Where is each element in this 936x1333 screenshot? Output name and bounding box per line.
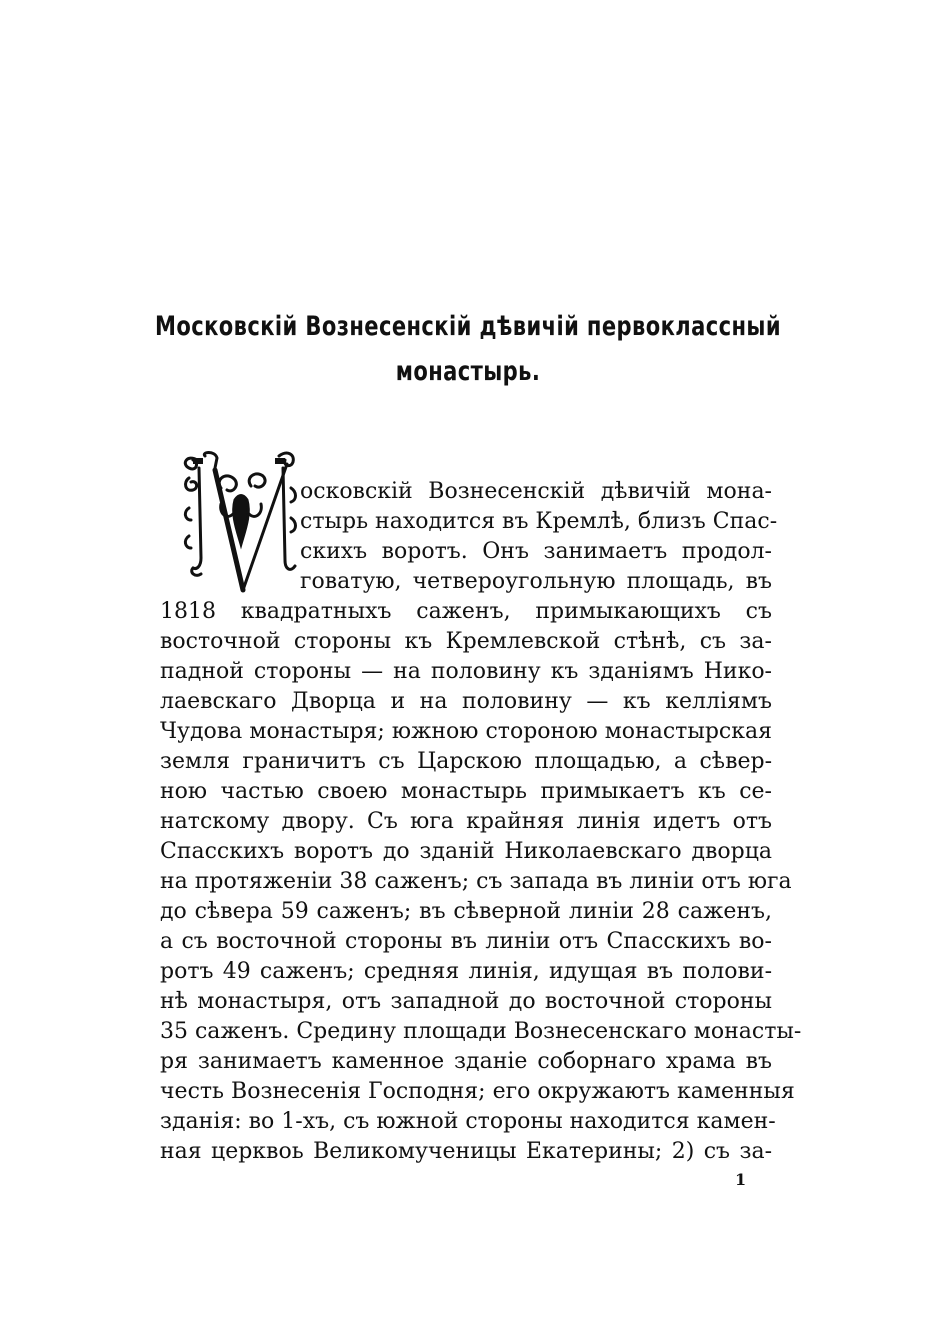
body-line: на протяженіи 38 саженъ; съ запада въ линіи отъ юга — [160, 869, 792, 894]
body-line: осковскій Вознесенскій дѣвичій мона- — [300, 479, 772, 504]
body-line: 35 саженъ. Средину площади Вознесенскаго монасты- — [160, 1019, 802, 1044]
body-line: нѣ монастыря, отъ западной до восточной стороны — [160, 989, 772, 1014]
body-line: натскому двору. Съ юга крайняя линія идетъ отъ — [160, 809, 772, 834]
body-line: Спасскихъ воротъ до зданій Николаевскаго дворца — [160, 839, 772, 864]
body-line: падной стороны — на половину къ зданіямъ Нико- — [160, 659, 772, 684]
body-line: честь Вознесенія Господня; его окружаютъ каменныя — [160, 1079, 795, 1104]
body-line: лаевскаго Дворца и на половину — къ келліямъ — [160, 689, 772, 714]
body-line: зданія: во 1-хъ, съ южной стороны находится камен- — [160, 1109, 776, 1134]
body-line: земля граничитъ съ Царскою площадью, а сѣвер- — [160, 749, 772, 774]
decorative-initial-m — [175, 448, 305, 598]
body-line: а съ восточной стороны въ линіи отъ Спасскихъ во- — [160, 929, 772, 954]
body-line: скихъ воротъ. Онъ занимаетъ продол- — [300, 539, 772, 564]
body-line: 1818 квадратныхъ саженъ, примыкающихъ съ — [160, 599, 772, 624]
body-line: ная церквоь Великомученицы Екатерины; 2) съ за- — [160, 1139, 772, 1164]
body-line: ротъ 49 саженъ; средняя линія, идущая въ полови- — [160, 959, 772, 984]
body-line: восточной стороны къ Кремлевской стѣнѣ, съ за- — [160, 629, 772, 654]
title-line-1: Московскій Вознесенскій дѣвичій первоклассный — [155, 311, 781, 342]
body-line: говатую, четвероугольную площадь, въ — [300, 569, 772, 594]
body-line: до сѣвера 59 саженъ; въ сѣверной линіи 28 саженъ, — [160, 899, 772, 924]
body-line: стырь находится въ Кремлѣ, близъ Спас- — [300, 509, 778, 534]
body-line: Чудова монастыря; южною стороною монастырская — [160, 719, 772, 744]
page-number: 1 — [735, 1170, 747, 1189]
body-line: ною частью своею монастырь примыкаетъ къ се- — [160, 779, 772, 804]
title-line-2: монастырь. — [395, 356, 541, 387]
body-line: ря занимаетъ каменное зданіе соборнаго храма въ — [160, 1049, 772, 1074]
